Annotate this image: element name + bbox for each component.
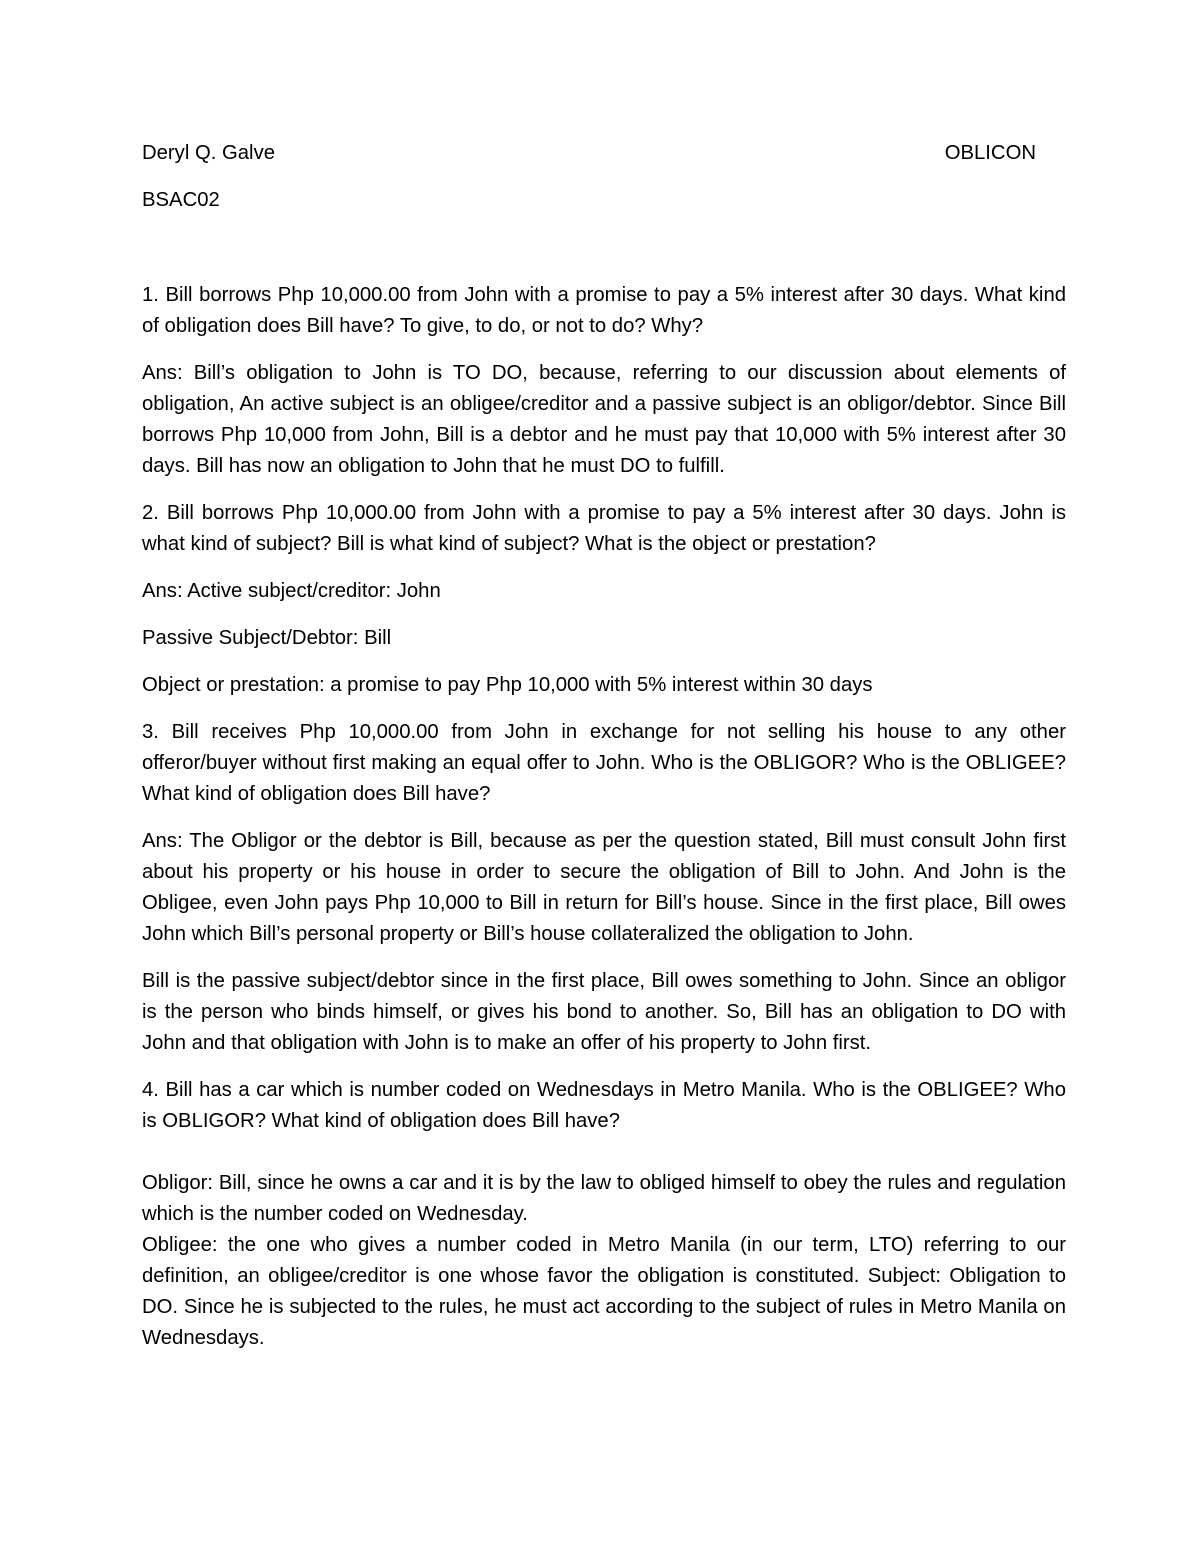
document-body — [142, 138, 1066, 1354]
student-name: Deryl Q. Galve — [142, 142, 275, 164]
course-code: BSAC02 — [142, 189, 220, 211]
question-2: 2. Bill borrows Php 10,000.00 from John with a promise to pay a 5% interest after 30 days. John is what kind of subject? Bill is what kind of subject? What is the object or prestation? — [142, 502, 1066, 555]
answer-4-obligor: Obligor: Bill, since he owns a car and it is by the law to obliged himself to obey the rules and regulation which is the number coded on Wednesday. — [142, 1172, 1066, 1225]
document-header — [142, 138, 1066, 169]
answer-2-passive-subject: Passive Subject/Debtor: Bill — [142, 627, 392, 649]
answer-3-passive-subject: Bill is the passive subject/debtor since in the first place, Bill owes something to John. Since an obligor is the person who binds himself, or gives his bond to another. So, Bill has an obligation to DO with John and that obligation with John is to make an offer of his property to John first. — [142, 970, 1066, 1054]
question-1: 1. Bill borrows Php 10,000.00 from John with a promise to pay a 5% interest after 30 days. What kind of obligation does Bill have? To give, to do, or not to do? Why? — [142, 284, 1066, 337]
answer-4-obligee: Obligee: the one who gives a number coded in Metro Manila (in our term, LTO) referring to our definition, an obligee/creditor is one whose favor the obligation is constituted. Subject: Obligation to DO. Since he is subjected to the rules, he must act according to the subject of rules in Metro Manila on Wednesdays. — [142, 1234, 1066, 1349]
subject-title: OBLICON — [944, 142, 1036, 164]
question-4: 4. Bill has a car which is number coded on Wednesdays in Metro Manila. Who is the OBLIGEE? Who is OBLIGOR? What kind of obligation does Bill have? — [142, 1079, 1066, 1132]
answer-3-obligor-obligee: Ans: The Obligor or the debtor is Bill, because as per the question stated, Bill must consult John first about his property or his house in order to secure the obligation of Bill to John. And John is the Obligee, even John pays Php 10,000 to Bill in return for Bill’s house. Since in the first place, Bill owes John which Bill’s personal property or Bill’s house collateralized the obligation to John. — [142, 830, 1066, 945]
question-3: 3. Bill receives Php 10,000.00 from John in exchange for not selling his house to any other offeror/buyer without first making an equal offer to John. Who is the OBLIGOR? Who is the OBLIGEE? What kind of obligation does Bill have? — [142, 721, 1066, 805]
answer-1: Ans: Bill’s obligation to John is TO DO, because, referring to our discussion about elements of obligation, An active subject is an obligee/creditor and a passive subject is an obligor/debtor. Since Bill borrows Php 10,000 from John, Bill is a debtor and he must pay that 10,000 with 5% interest after 30 days. Bill has now an obligation to John that he must DO to fulfill. — [142, 362, 1066, 477]
answer-2-active-subject: Ans: Active subject/creditor: John — [142, 580, 441, 602]
answer-2-prestation: Object or prestation: a promise to pay Php 10,000 with 5% interest within 30 days — [142, 674, 873, 696]
